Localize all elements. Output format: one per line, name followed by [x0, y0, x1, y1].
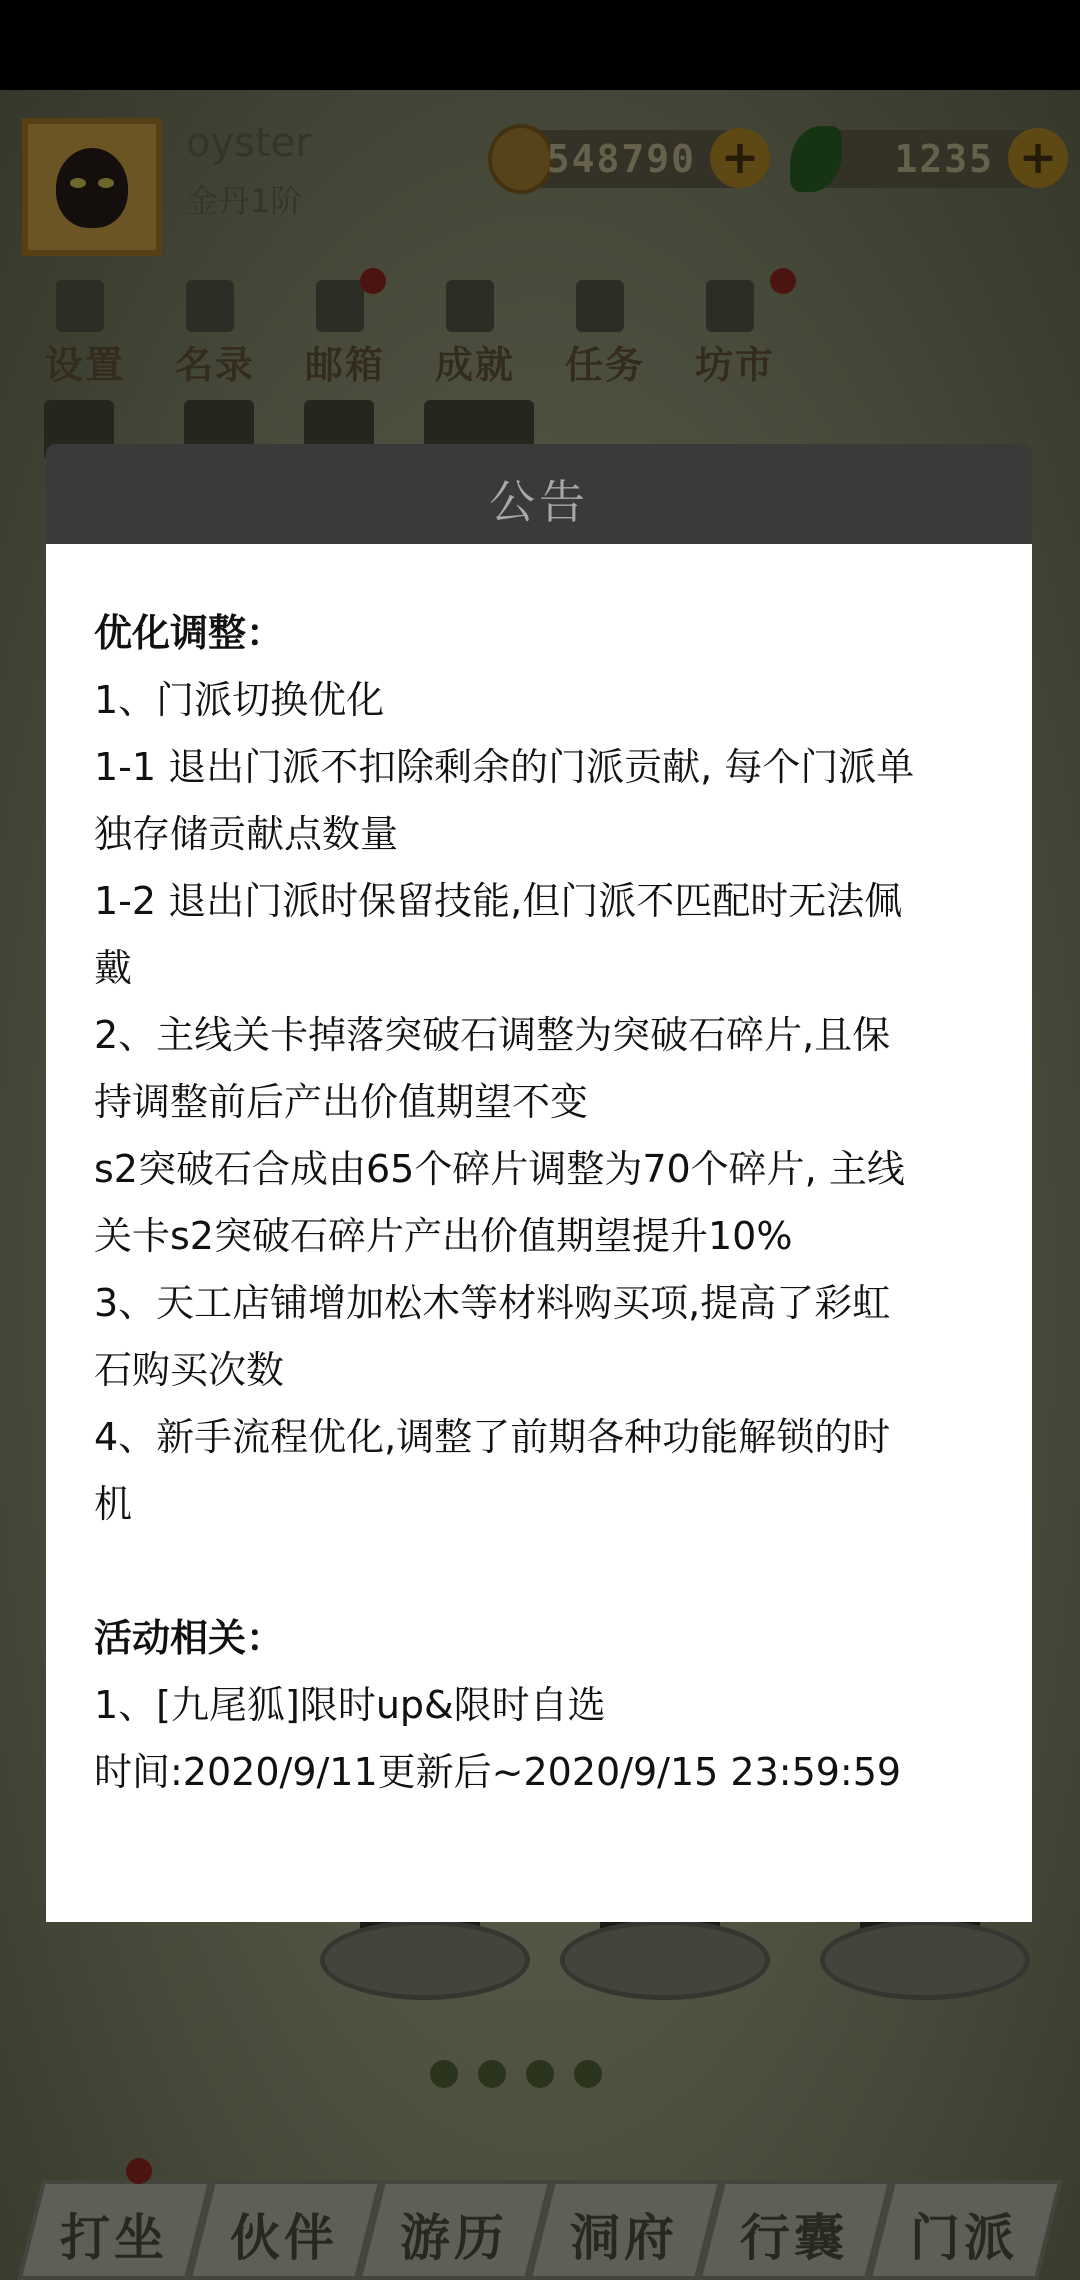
announcement-line: 时间:2020/9/11更新后~2020/9/15 23:59:59: [94, 1750, 902, 1794]
announcement-line: 1、门派切换优化: [94, 678, 385, 722]
announcement-line: s2突破石合成由65个碎片调整为70个碎片, 主线: [94, 1147, 905, 1191]
status-bar: [0, 0, 1080, 90]
announcement-line: 独存储贡献点数量: [94, 812, 399, 856]
announcement-line: 1、[九尾狐]限时up&限时自选: [94, 1683, 606, 1727]
announcement-body[interactable]: [46, 544, 1032, 1922]
dialog-title: 公告: [489, 475, 589, 529]
announcement-line: 2、主线关卡掉落突破石调整为突破石碎片,且保: [94, 1013, 891, 1057]
announcement-line: 机: [94, 1482, 133, 1526]
announcement-line: 石购买次数: [94, 1348, 285, 1392]
announcement-line: 1-1 退出门派不扣除剩余的门派贡献, 每个门派单: [94, 745, 915, 789]
paragraph-gap: [94, 1538, 986, 1605]
announcement-line: 3、天工店铺增加松木等材料购买项,提高了彩虹: [94, 1281, 891, 1325]
dialog-header: [46, 444, 1032, 544]
announcement-line: 戴: [94, 946, 133, 990]
section-heading: 活动相关：: [94, 1616, 285, 1660]
announcement-line: 1-2 退出门派时保留技能,但门派不匹配时无法佩: [94, 879, 903, 923]
announcement-line: 关卡s2突破石碎片产出价值期望提升10%: [94, 1214, 793, 1258]
announcement-line: 4、新手流程优化,调整了前期各种功能解锁的时: [94, 1415, 891, 1459]
section-heading: 优化调整：: [94, 611, 285, 655]
announcement-line: 持调整前后产出价值期望不变: [94, 1080, 589, 1124]
